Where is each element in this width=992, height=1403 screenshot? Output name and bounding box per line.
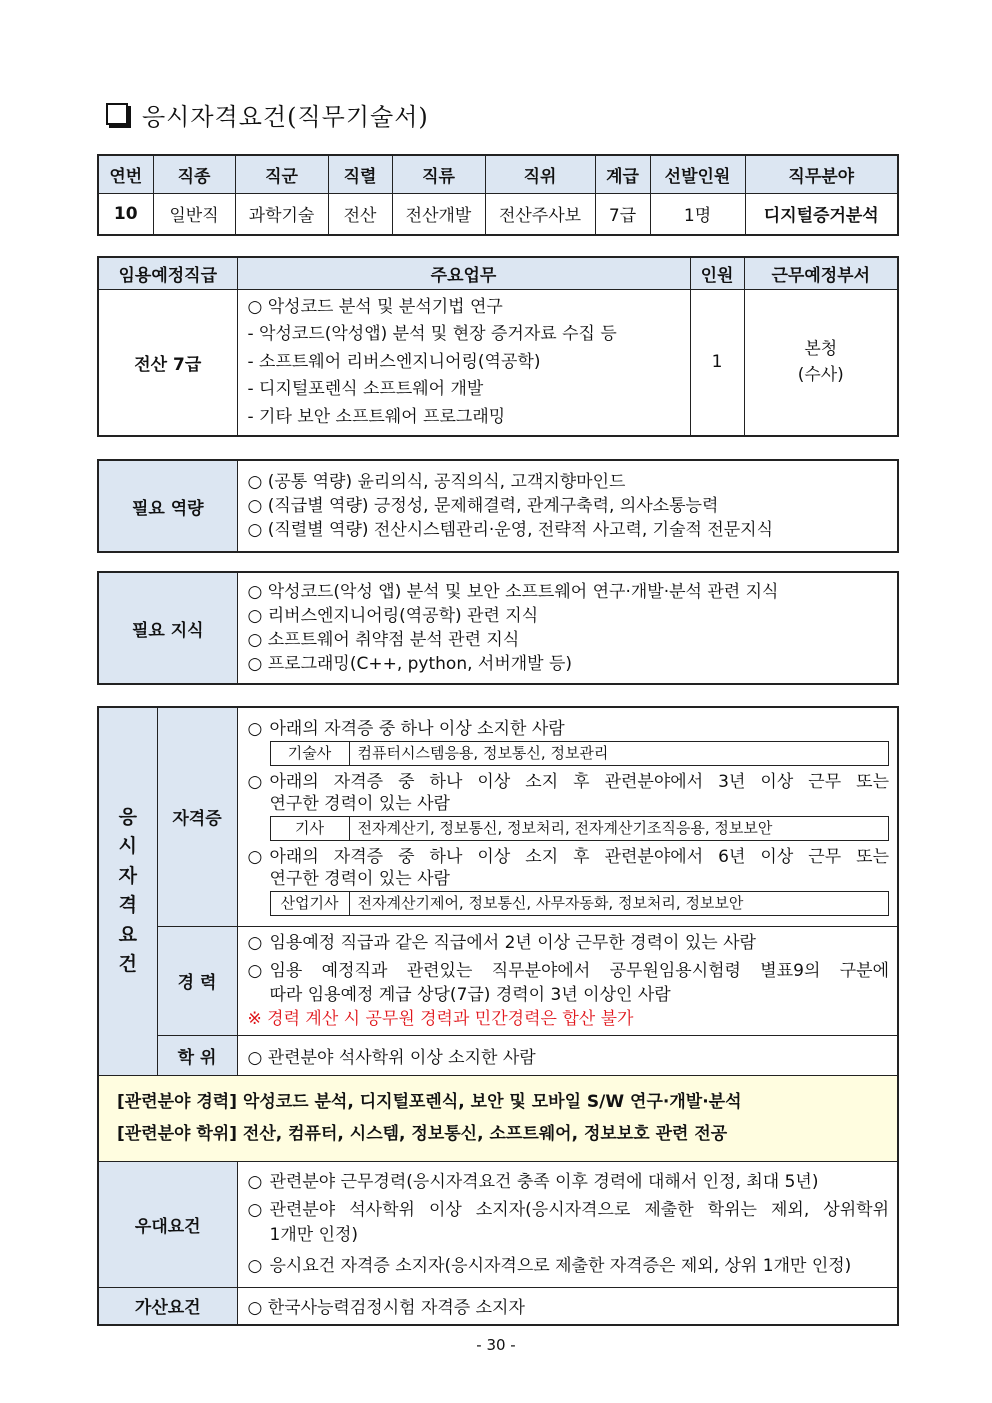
career-item: ○ 임용예정 직급과 같은 직급에서 2년 이상 근무한 경력이 있는 사람 — [247, 932, 756, 953]
preference-item: ○ 관련분야 석사학위 이상 소지자(응시자격으로 제출한 학위는 제외, 상위학위 1개만 인정) — [247, 1199, 889, 1245]
duty-line: - 기타 보안 소프트웨어 프로그래밍 — [247, 406, 506, 427]
qualification-side-label — [98, 707, 157, 1075]
header-series: 직렬 — [328, 155, 392, 193]
header-headcount: 인원 — [690, 257, 744, 289]
dept-line-2: (수사) — [797, 365, 844, 386]
header-dept: 근무예정부서 — [744, 257, 898, 289]
cert-item: ○ 아래의 자격증 중 하나 이상 소지 후 관련분야에서 6년 이상 근무 또는 연구한 경력이 있는 사람 — [247, 847, 889, 890]
side-char: 격 — [118, 894, 137, 917]
career-cell — [237, 926, 898, 1035]
cell-series: 전산 — [328, 193, 392, 235]
competency-cell — [237, 460, 898, 552]
cell-count: 1명 — [650, 193, 745, 235]
side-char: 자 — [118, 864, 137, 887]
degree-cell: ○ 관련분야 석사학위 이상 소지한 사람 — [237, 1035, 898, 1075]
qualification-table — [97, 706, 899, 1326]
checkbox-icon — [106, 103, 128, 125]
preference-label: 우대요건 — [98, 1161, 237, 1287]
page-number: - 30 - — [476, 1336, 516, 1354]
knowledge-cell — [237, 572, 898, 684]
page-title — [106, 96, 429, 132]
cell-class: 전산개발 — [392, 193, 485, 235]
header-duties: 주요업무 — [237, 257, 690, 289]
career-item: ○ 임용 예정직과 관련있는 직무분야에서 공무원임용시험령 별표9의 구분에 따라 임용예정 계급 상당(7급) 경력이 3년 이상인 사람 — [247, 960, 889, 1005]
knowledge-label: 필요 지식 — [98, 572, 237, 684]
cell-group: 과학기술 — [235, 193, 328, 235]
related-degree-line: [관련분야 학위] 전산, 컴퓨터, 시스템, 정보통신, 소프트웨어, 정보보호 관련 전공 — [117, 1124, 728, 1144]
bonus-label: 가산요건 — [98, 1287, 237, 1325]
cert-box: 산업기사 전자계산기제어, 정보통신, 사무자동화, 정보처리, 정보보안 — [270, 891, 890, 916]
side-char: 시 — [118, 835, 137, 858]
competency-item: ○ (직급별 역량) 긍정성, 문제해결력, 관계구축력, 의사소통능력 — [247, 496, 719, 516]
related-field-cell — [98, 1075, 898, 1161]
header-count: 선발인원 — [650, 155, 745, 193]
cert-label: 자격증 — [157, 707, 237, 926]
preference-item: ○ 관련분야 근무경력(응시자격요건 충족 이후 경력에 대해서 인정, 최대 5년) — [247, 1171, 819, 1192]
bonus-cell: ○ 한국사능력검정시험 자격증 소지자 — [237, 1287, 898, 1325]
cert-cell — [237, 707, 898, 926]
degree-label: 학 위 — [157, 1035, 237, 1075]
duties-cell — [237, 289, 690, 436]
header-type: 직종 — [153, 155, 235, 193]
knowledge-item: ○ 프로그래밍(C++, python, 서버개발 등) — [247, 654, 573, 674]
competency-item: ○ (직렬별 역량) 전산시스템관리·운영, 전략적 사고력, 기술적 전문지식 — [247, 520, 774, 540]
knowledge-table — [97, 571, 899, 685]
position-table — [97, 154, 899, 236]
header-class: 직류 — [392, 155, 485, 193]
duty-table — [97, 256, 899, 437]
cell-field: 디지털증거분석 — [745, 193, 898, 235]
cert-item: ○ 아래의 자격증 중 하나 이상 소지 후 관련분야에서 3년 이상 근무 또는 연구한 경력이 있는 사람 — [247, 772, 889, 815]
header-grade-planned: 임용예정직급 — [98, 257, 237, 289]
preference-item: ○ 응시요건 자격증 소지자(응시자격으로 제출한 자격증은 제외, 상위 1개만 인정) — [247, 1255, 852, 1276]
competency-label: 필요 역량 — [98, 460, 237, 552]
competency-table — [97, 459, 899, 553]
header-field: 직무분야 — [745, 155, 898, 193]
cell-grade: 7급 — [595, 193, 650, 235]
dept-line-1: 본청 — [804, 339, 838, 360]
duty-line: ○ 악성코드 분석 및 분석기법 연구 — [247, 296, 503, 317]
related-career-line: [관련분야 경력] 악성코드 분석, 디지털포렌식, 보안 및 모바일 S/W 연구·개발·분석 — [117, 1092, 742, 1112]
cell-type: 일반직 — [153, 193, 235, 235]
side-char: 건 — [118, 953, 137, 976]
duty-line: - 소프트웨어 리버스엔지니어링(역공학) — [247, 351, 541, 372]
header-group: 직군 — [235, 155, 328, 193]
header-grade: 계급 — [595, 155, 650, 193]
header-no: 연번 — [98, 155, 153, 193]
duty-line: - 디지털포렌식 소프트웨어 개발 — [247, 379, 484, 399]
cert-box: 기사 전자계산기, 정보통신, 정보처리, 전자계산기조직응용, 정보보안 — [270, 816, 890, 841]
header-position: 직위 — [485, 155, 595, 193]
dept-cell — [744, 289, 898, 436]
cell-position: 전산주사보 — [485, 193, 595, 235]
knowledge-item: ○ 리버스엔지니어링(역공학) 관련 지식 — [247, 606, 539, 626]
grade-cell: 전산 7급 — [98, 289, 237, 436]
preference-cell — [237, 1161, 898, 1287]
cell-no: 10 — [98, 193, 153, 235]
knowledge-item: ○ 악성코드(악성 앱) 분석 및 보안 소프트웨어 연구·개발·분석 관련 지식 — [247, 582, 779, 602]
career-label: 경 력 — [157, 926, 237, 1035]
career-note: ※ 경력 계산 시 공무원 경력과 민간경력은 합산 불가 — [247, 1008, 634, 1029]
side-char: 요 — [118, 923, 137, 946]
cert-box: 기술사 컴퓨터시스템응용, 정보통신, 정보관리 — [270, 741, 890, 766]
headcount-cell: 1 — [690, 289, 744, 436]
competency-item: ○ (공통 역량) 윤리의식, 공직의식, 고객지향마인드 — [247, 472, 626, 492]
cert-item: ○ 아래의 자격증 중 하나 이상 소지한 사람 — [247, 719, 565, 740]
duty-line: - 악성코드(악성앱) 분석 및 현장 증거자료 수집 등 — [247, 324, 617, 344]
page-title-text: 응시자격요건(직무기술서) — [142, 102, 429, 131]
knowledge-item: ○ 소프트웨어 취약점 분석 관련 지식 — [247, 630, 520, 650]
side-char: 응 — [118, 805, 137, 828]
